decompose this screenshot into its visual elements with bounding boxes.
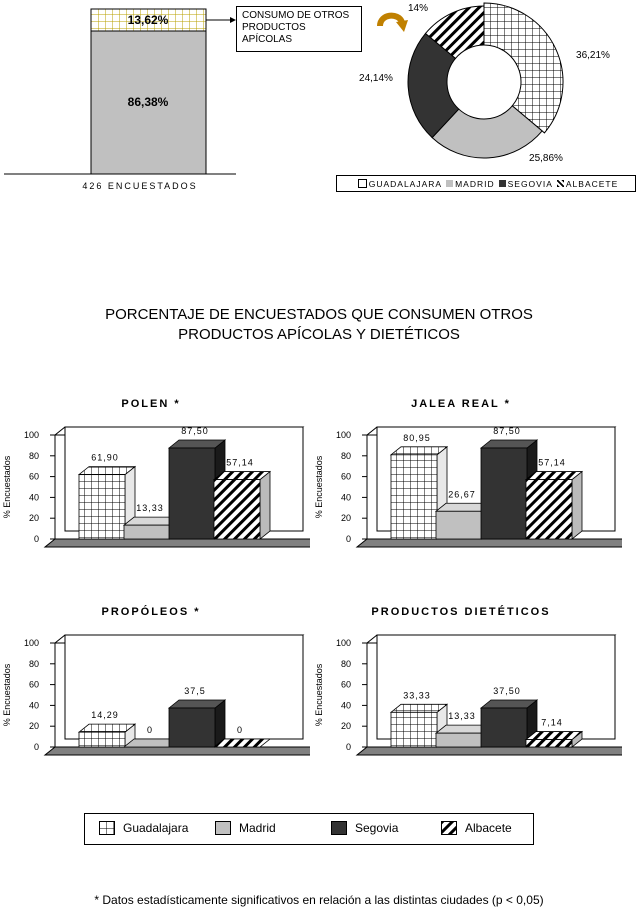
y-tick-label: 40 bbox=[28, 492, 39, 503]
data-label-guadalajara: 33,33 bbox=[403, 690, 431, 701]
main-title-line-2: PRODUCTOS APÍCOLAS Y DIETÉTICOS bbox=[178, 326, 460, 343]
y-tick-label: 60 bbox=[340, 471, 351, 482]
bar-front-albacete bbox=[214, 480, 260, 539]
y-tick-label: 0 bbox=[345, 742, 351, 752]
bar-guadalajara bbox=[79, 724, 135, 747]
bar-front-madrid bbox=[436, 511, 482, 539]
bar-segovia bbox=[169, 700, 225, 747]
y-tick-label: 60 bbox=[28, 679, 39, 690]
legend-label-segovia: Segovia bbox=[355, 821, 399, 835]
legend-item-madrid bbox=[215, 821, 276, 835]
bar-chart-propoleos bbox=[0, 633, 310, 773]
donut-label-segovia: 24,14% bbox=[359, 73, 393, 84]
y-tick-label: 80 bbox=[340, 658, 351, 669]
floor bbox=[45, 747, 310, 755]
donut-legend bbox=[336, 175, 636, 192]
legend-segovia-swatch bbox=[499, 180, 506, 187]
y-tick-label: 40 bbox=[28, 700, 39, 711]
bar-front-segovia bbox=[169, 708, 215, 747]
bar-chart-productos-dieteticos bbox=[312, 633, 622, 773]
data-label-segovia: 87,50 bbox=[493, 426, 521, 436]
y-tick-label: 40 bbox=[340, 492, 351, 503]
bar-top-albacete bbox=[526, 472, 582, 480]
top-stacked-chart bbox=[0, 0, 240, 200]
y-tick-label: 100 bbox=[23, 638, 39, 648]
y-tick-label: 100 bbox=[23, 430, 39, 440]
donut-legend-segovia: SEGOVIA bbox=[507, 178, 553, 189]
legend-item-segovia bbox=[331, 821, 398, 835]
respondents-label: 426 ENCUESTADOS bbox=[82, 181, 198, 191]
data-label-segovia: 87,50 bbox=[181, 426, 209, 436]
legend-label-madrid: Madrid bbox=[239, 821, 276, 835]
bar-front-guadalajara bbox=[79, 475, 125, 539]
legend-label-guadalajara: Guadalajara bbox=[123, 821, 189, 835]
y-axis-label: % Encuestados bbox=[2, 663, 12, 727]
chart-title-propoleos: PROPÓLEOS * bbox=[101, 606, 201, 618]
donut-label-madrid: 25,86% bbox=[529, 153, 563, 164]
bar-albacete bbox=[214, 472, 270, 539]
y-axis-label: % Encuestados bbox=[2, 455, 12, 519]
bar-side-albacete bbox=[572, 472, 582, 539]
chart-title-polen: POLEN * bbox=[121, 398, 181, 410]
bar-front-segovia bbox=[169, 448, 215, 539]
bar-top-guadalajara bbox=[391, 447, 447, 455]
legend-item-guadalajara bbox=[99, 821, 188, 835]
y-axis-label: % Encuestados bbox=[314, 663, 324, 727]
data-label-madrid: 26,67 bbox=[448, 489, 476, 500]
data-label-albacete: 57,14 bbox=[538, 457, 566, 468]
chart-title-dieteticos: PRODUCTOS DIETÉTICOS bbox=[371, 606, 551, 618]
bar-top-segovia bbox=[169, 440, 225, 448]
bar-albacete bbox=[214, 739, 270, 747]
data-label-madrid: 13,33 bbox=[448, 711, 476, 722]
legend-label-albacete: Albacete bbox=[465, 821, 512, 835]
data-label-guadalajara: 14,29 bbox=[91, 710, 119, 721]
y-tick-label: 20 bbox=[28, 721, 39, 732]
bar-front-guadalajara bbox=[79, 732, 125, 747]
bar-front-segovia bbox=[481, 448, 527, 539]
y-tick-label: 60 bbox=[28, 471, 39, 482]
y-tick-label: 100 bbox=[335, 638, 351, 648]
bar-front-guadalajara bbox=[391, 712, 437, 747]
bar-top-segovia bbox=[481, 440, 537, 448]
bar-side-albacete bbox=[260, 472, 270, 539]
donut-slice-guadalajara bbox=[484, 3, 563, 133]
data-label-guadalajara: 80,95 bbox=[403, 432, 431, 443]
stack-other-label: 13,62% bbox=[127, 13, 169, 27]
floor bbox=[357, 747, 622, 755]
bar-front-albacete bbox=[526, 740, 572, 747]
bar-front-guadalajara bbox=[391, 455, 437, 539]
bar-chart-polen bbox=[0, 425, 310, 565]
y-tick-label: 100 bbox=[335, 430, 351, 440]
data-label-segovia: 37,50 bbox=[493, 686, 521, 696]
bar-front-albacete bbox=[526, 480, 572, 539]
bar-top-albacete bbox=[214, 472, 270, 480]
y-tick-label: 40 bbox=[340, 700, 351, 711]
y-tick-label: 20 bbox=[340, 721, 351, 732]
footnote: * Datos estadísticamente significativos en relación a las distintas ciudades (p < 0,05) bbox=[94, 893, 544, 907]
bar-top-guadalajara bbox=[79, 724, 135, 732]
donut-label-albacete: 14% bbox=[407, 3, 429, 14]
donut-legend-guadalajara: GUADALAJARA bbox=[368, 178, 443, 189]
y-tick-label: 0 bbox=[33, 742, 39, 752]
legend-item-albacete bbox=[441, 821, 512, 835]
curved-arrow-icon bbox=[380, 16, 408, 32]
y-tick-label: 20 bbox=[340, 513, 351, 524]
bar-chart-jalea-real bbox=[312, 425, 622, 565]
data-label-madrid: 13,33 bbox=[136, 503, 164, 514]
stack-main-label: 86,38% bbox=[127, 95, 169, 109]
data-label-albacete: 7,14 bbox=[541, 717, 563, 728]
y-tick-label: 60 bbox=[340, 679, 351, 690]
floor bbox=[357, 539, 622, 547]
y-tick-label: 80 bbox=[28, 658, 39, 669]
legend-madrid-swatch bbox=[446, 180, 453, 187]
y-tick-label: 0 bbox=[345, 534, 351, 544]
bar-front-madrid bbox=[436, 733, 482, 747]
bar-albacete bbox=[526, 732, 582, 747]
donut-chart bbox=[336, 0, 638, 172]
chart-title-jalea: JALEA REAL * bbox=[411, 398, 511, 410]
bar-albacete bbox=[526, 472, 582, 539]
main-title bbox=[0, 305, 638, 345]
legend-albacete-swatch bbox=[557, 180, 564, 187]
floor bbox=[45, 539, 310, 547]
bar-front-madrid bbox=[124, 525, 170, 539]
bar-top-guadalajara bbox=[391, 704, 447, 712]
bar-top-guadalajara bbox=[79, 467, 135, 475]
donut-legend-albacete: ALBACETE bbox=[565, 178, 619, 189]
data-label-albacete: 57,14 bbox=[226, 457, 254, 468]
data-label-madrid: 0 bbox=[146, 725, 154, 735]
data-label-albacete: 0 bbox=[236, 725, 244, 735]
donut-label-guadalajara: 36,21% bbox=[576, 50, 610, 61]
main-title-line-1: PORCENTAJE DE ENCUESTADOS QUE CONSUMEN OTROS bbox=[105, 306, 533, 323]
y-tick-label: 0 bbox=[33, 534, 39, 544]
data-label-guadalajara: 61,90 bbox=[91, 452, 119, 463]
bar-front-segovia bbox=[481, 708, 527, 747]
y-axis-label: % Encuestados bbox=[314, 455, 324, 519]
bar-flat-albacete bbox=[214, 739, 270, 747]
y-tick-label: 80 bbox=[28, 450, 39, 461]
donut-legend-madrid: MADRID bbox=[455, 178, 495, 189]
legend bbox=[84, 813, 534, 845]
y-tick-label: 80 bbox=[340, 450, 351, 461]
y-tick-label: 20 bbox=[28, 513, 39, 524]
callout-box: CONSUMO DE OTROS PRODUCTOS APÍCOLAS bbox=[236, 6, 362, 52]
data-label-segovia: 37,5 bbox=[184, 686, 206, 696]
legend-guadalajara-swatch bbox=[358, 179, 367, 188]
bar-top-segovia bbox=[169, 700, 225, 708]
bar-top-albacete bbox=[526, 732, 582, 740]
bar-top-segovia bbox=[481, 700, 537, 708]
